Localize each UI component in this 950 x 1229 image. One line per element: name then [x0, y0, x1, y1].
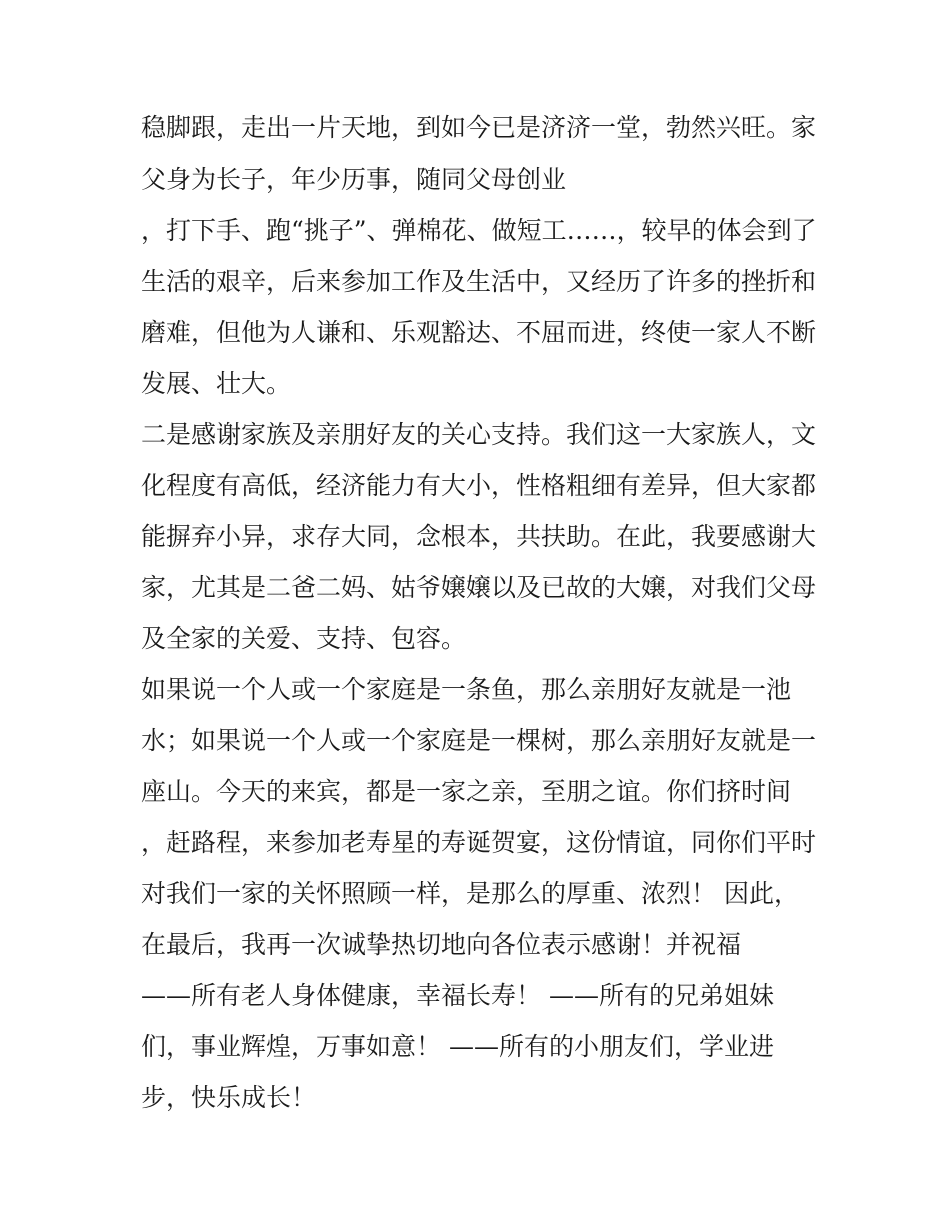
text-line: 能摒弃小异，求存大同，念根本，共扶助。在此，我要感谢大 — [141, 522, 817, 551]
text-line: 家，尤其是二爸二妈、姑爷嬢嬢以及已故的大嬢，对我们父母 — [141, 573, 817, 602]
text-line: 二是感谢家族及亲朋好友的关心支持。我们这一大家族人，文 — [141, 420, 817, 449]
text-line: 步，快乐成长！ — [141, 1083, 317, 1112]
text-line: 磨难，但他为人谦和、乐观豁达、不屈而进，终使一家人不断 — [141, 318, 817, 347]
text-line: 在最后，我再一次诚挚热切地向各位表示感谢！并祝福 — [141, 930, 742, 959]
text-line: ——所有老人身体健康，幸福长寿！ ——所有的兄弟姐妹 — [141, 981, 774, 1010]
text-line: 父身为长子，年少历事，随同父母创业 — [141, 165, 567, 194]
text-line: 稳脚跟，走出一片天地，到如今已是济济一堂，勃然兴旺。家 — [141, 113, 817, 142]
text-line: 及全家的关爱、支持、包容。 — [141, 624, 467, 653]
text-line: ，赶路程，来参加老寿星的寿诞贺宴，这份情谊，同你们平时 — [141, 828, 817, 857]
text-line: 生活的艰辛，后来参加工作及生活中，又经历了许多的挫折和 — [141, 267, 817, 296]
text-line: 化程度有高低，经济能力有大小，性格粗细有差异，但大家都 — [141, 471, 817, 500]
text-line: 们，事业辉煌，万事如意！ ——所有的小朋友们，学业进 — [141, 1032, 774, 1061]
text-line: ，打下手、跑“挑子”、弹棉花、做短工……，较早的体会到了 — [141, 216, 817, 245]
text-line: 发展、壮大。 — [141, 369, 292, 398]
text-line: 对我们一家的关怀照顾一样，是那么的厚重、浓烈！ 因此， — [141, 879, 799, 908]
text-line: 水；如果说一个人或一个家庭是一棵树，那么亲朋好友就是一 — [141, 726, 817, 755]
text-line: 座山。今天的来宾，都是一家之亲，至朋之谊。你们挤时间 — [141, 777, 792, 806]
text-line: 如果说一个人或一个家庭是一条鱼，那么亲朋好友就是一池 — [141, 675, 792, 704]
